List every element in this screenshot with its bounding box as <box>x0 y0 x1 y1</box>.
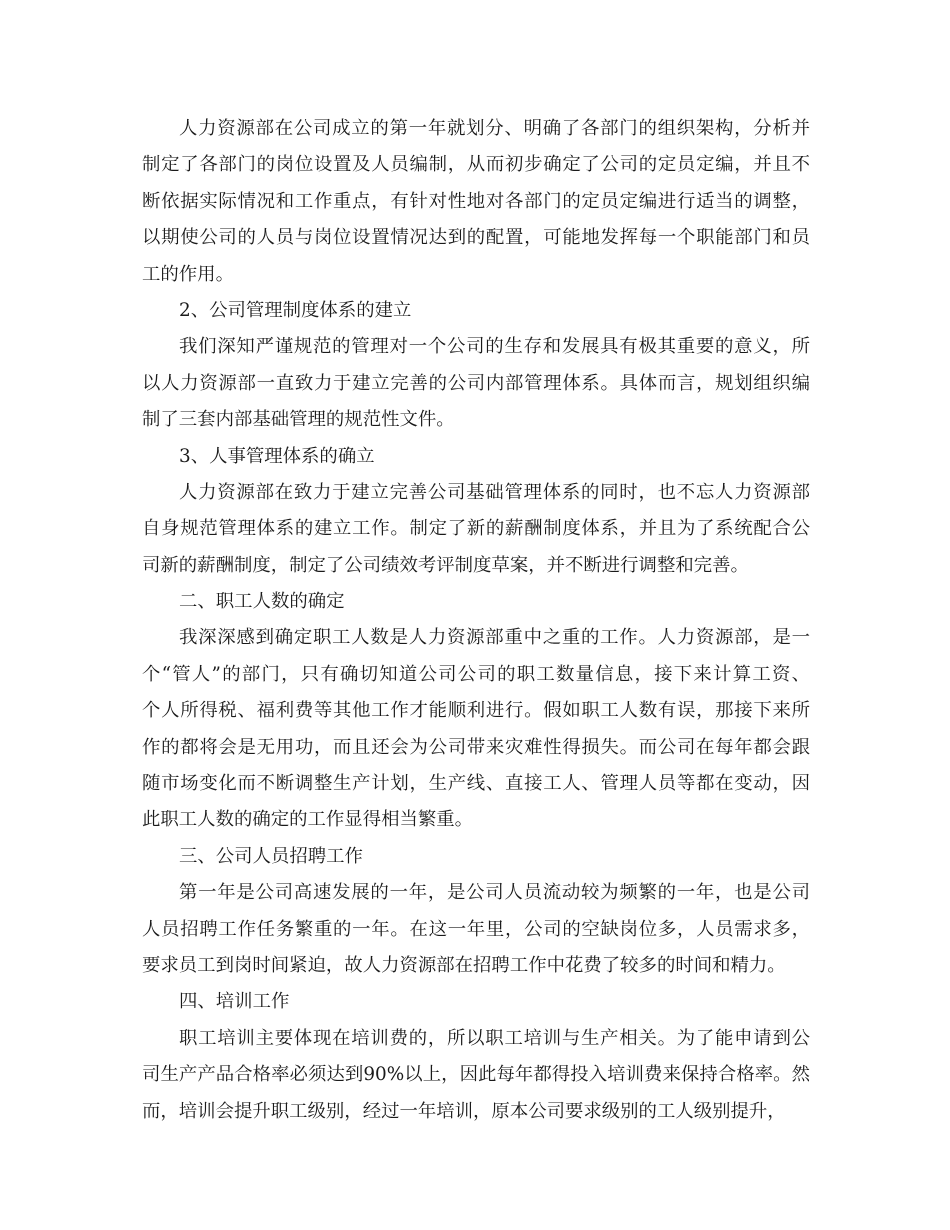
text-line: 断依据实际情况和工作重点，有针对性地对各部门的定员定编进行适当的调整， <box>142 190 810 212</box>
document-page <box>142 111 810 1130</box>
text-line: 自身规范管理体系的建立工作。制定了新的薪酬制度体系，并且为了系统配合公 <box>142 518 810 540</box>
text-line: 以人力资源部一直致力于建立完善的公司内部管理体系。具体而言，规划组织编 <box>142 372 810 394</box>
text-line: 四、培训工作 <box>179 991 290 1013</box>
text-line: 人力资源部在公司成立的第一年就划分、明确了各部门的组织架构，分析并 <box>179 118 810 139</box>
section-heading <box>142 439 810 475</box>
text-line: 工的作用。 <box>142 263 234 285</box>
text-line: 随市场变化而不断调整生产计划，生产线、直接工人、管理人员等都在变动，因 <box>142 773 810 795</box>
text-line: 要求员工到岗时间紧迫，故人力资源部在招聘工作中花费了较多的时间和精力。 <box>142 954 786 976</box>
text-line: 制定了各部门的岗位设置及人员编制，从而初步确定了公司的定员定编，并且不 <box>142 154 810 176</box>
text-line: 作的都将会是无用功，而且还会为公司带来灾难性得损失。而公司在每年都会跟 <box>142 736 810 758</box>
text-line: 人员招聘工作任务繁重的一年。在这一年里，公司的空缺岗位多，人员需求多， <box>142 918 810 940</box>
text-line: 三、公司人员招聘工作 <box>179 845 363 867</box>
text-line: 人力资源部在致力于建立完善公司基础管理体系的同时，也不忘人力资源部 <box>179 481 810 503</box>
text-line: 2、公司管理制度体系的建立 <box>179 299 412 321</box>
text-line: 我们深知严谨规范的管理对一个公司的生存和发展具有极其重要的意义，所 <box>179 336 810 358</box>
body-paragraph <box>142 329 810 438</box>
section-heading <box>142 839 810 875</box>
text-line: 第一年是公司高速发展的一年，是公司人员流动较为频繁的一年，也是公司 <box>179 882 810 904</box>
body-paragraph <box>142 620 810 838</box>
body-paragraph <box>142 475 810 584</box>
body-paragraph <box>142 875 810 984</box>
text-line: 司新的薪酬制度，制定了公司绩效考评制度草案，并不断进行调整和完善。 <box>142 554 749 576</box>
body-paragraph <box>142 111 810 293</box>
text-line: 职工培训主要体现在培训费的，所以职工培训与生产相关。为了能申请到公 <box>179 1027 810 1049</box>
text-line: 3、人事管理体系的确立 <box>179 445 375 467</box>
text-line: 以期使公司的人员与岗位设置情况达到的配置，可能地发挥每一个职能部门和员 <box>142 227 810 249</box>
section-heading <box>142 584 810 620</box>
body-paragraph <box>142 1021 810 1130</box>
section-heading <box>142 984 810 1020</box>
text-line: 制了三套内部基础管理的规范性文件。 <box>142 409 455 431</box>
text-line: 而，培训会提升职工级别，经过一年培训，原本公司要求级别的工人级别提升， <box>142 1100 786 1122</box>
section-heading <box>142 293 810 329</box>
text-line: 此职工人数的确定的工作显得相当繁重。 <box>142 809 474 831</box>
text-line: 司生产产品合格率必须达到90%以上，因此每年都得投入培训费来保持合格率。然 <box>142 1064 810 1086</box>
text-line: 二、职工人数的确定 <box>179 591 345 613</box>
text-line: 个人所得税、福利费等其他工作才能顺利进行。假如职工人数有误，那接下来所 <box>142 700 810 722</box>
text-line: 个“管人”的部门，只有确切知道公司公司的职工数量信息，接下来计算工资、 <box>142 663 810 685</box>
text-line: 我深深感到确定职工人数是人力资源部重中之重的工作。人力资源部，是一 <box>179 627 810 649</box>
